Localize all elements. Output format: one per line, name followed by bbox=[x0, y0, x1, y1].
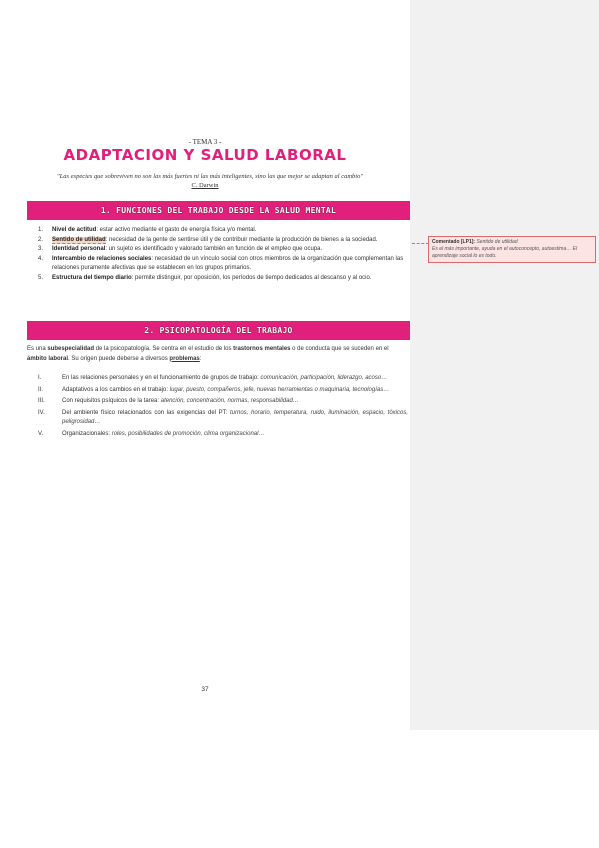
epigraph-author: C. Darwin bbox=[191, 182, 219, 189]
comment-author: Comentado [LP1]: bbox=[432, 239, 476, 245]
section-heading-2-text: 2. PSICOPATOLOGÍA DEL TRABAJO bbox=[144, 326, 293, 335]
roman-numeral: II. bbox=[38, 386, 44, 393]
list-term: Nivel de actitud bbox=[52, 227, 97, 233]
comment-balloon[interactable] bbox=[428, 236, 596, 263]
roman-numeral: III. bbox=[38, 398, 45, 405]
comment-connector-line bbox=[412, 243, 429, 244]
list-item: V. Organizacionales: roles, posibilidades de promoción, clima organizacional… bbox=[38, 430, 408, 439]
section-intro-paragraph: Es una subespecialidad de la psicopatología. Se centra en el estudio de los trastornos mentales o de conducta que se suceden en el ámbito laboral. Su origen puede deberse a diversos problemas: bbox=[27, 346, 389, 362]
list-number: 3. bbox=[38, 246, 44, 253]
list-item bbox=[38, 226, 408, 236]
section-heading-1 bbox=[27, 201, 410, 220]
list-item bbox=[38, 255, 408, 274]
list-item bbox=[38, 236, 408, 246]
roman-numeral: I. bbox=[38, 375, 42, 381]
section-heading-2 bbox=[27, 321, 410, 340]
roman-numeral: V. bbox=[38, 430, 44, 437]
comments-margin-pane bbox=[410, 0, 599, 848]
roman-numeral: IV. bbox=[38, 409, 45, 416]
problems-list bbox=[38, 374, 408, 441]
list-item: III. Con requisitos psíquicos de la tarea: atención, concentración, normas, responsabilidad… bbox=[38, 397, 408, 406]
list-item: I. En las relaciones personales y en el funcionamiento de grupos de trabajo: comunicación, participación, liderazgo, acoso… bbox=[38, 374, 408, 383]
commented-term[interactable]: Sentido de utilidad bbox=[52, 236, 106, 243]
list-number: 4. bbox=[38, 255, 44, 262]
functions-list bbox=[38, 226, 408, 284]
list-text: : un sujeto es identificado y valorado también en función de el empleo que ocupa. bbox=[105, 246, 323, 253]
section-heading-1-text: 1. FUNCIONES DEL TRABAJO DESDE LA SALUD MENTAL bbox=[100, 206, 337, 215]
list-number: 1. bbox=[38, 227, 44, 233]
list-item: IV. Del ambiente físico relacionados con las exigencias del PT: turnos, horario, temperatura, ruido, iluminación, espacio, tóxicos, peligrosidad… bbox=[38, 409, 408, 428]
list-term: Estructura del tiempo diario bbox=[52, 274, 132, 281]
list-item: II. Adaptativos a los cambios en el trabajo: lugar, puesto, compañeros, jefe, nuevas herramientas o maquinaria, tecnologías… bbox=[38, 386, 408, 395]
epigraph-quote: "Las especies que sobreviven no son las más fuertes ni las más inteligentes, sino las que mejor se adaptan al cambio" bbox=[56, 173, 364, 180]
topic-label: - TEMA 3 - bbox=[188, 138, 222, 146]
list-text: : necesidad de la gente de sentirse útil y de contribuir mediante la producción de bienes a la sociedad. bbox=[105, 236, 378, 243]
list-item bbox=[38, 245, 408, 255]
list-text: : estar activo mediante el gasto de energía física y/o mental. bbox=[96, 227, 257, 233]
comment-line-1: Sentido de utilidad bbox=[476, 239, 518, 245]
list-number: 5. bbox=[38, 274, 44, 281]
list-number: 2. bbox=[38, 236, 44, 243]
comment-line-2: Es el más importante, ayuda en el autoconcepto, autoestima… El aprendizaje social lo es todo. bbox=[432, 246, 578, 259]
list-term: Intercambio de relaciones sociales bbox=[52, 255, 152, 262]
page-number: 37 bbox=[201, 686, 209, 693]
list-text: : permite distinguir, por oposición, los períodos de tiempo dedicados al descanso y al ocio. bbox=[131, 274, 372, 281]
page-title: ADAPTACION Y SALUD LABORAL bbox=[63, 146, 347, 164]
list-term: Identidad personal bbox=[52, 246, 106, 253]
list-item bbox=[38, 274, 408, 284]
list-text: : necesidad de un vínculo social con otros miembros de la organización que complementan las relaciones puramente afectivas que se establecen en los grupos primarios. bbox=[52, 255, 404, 272]
